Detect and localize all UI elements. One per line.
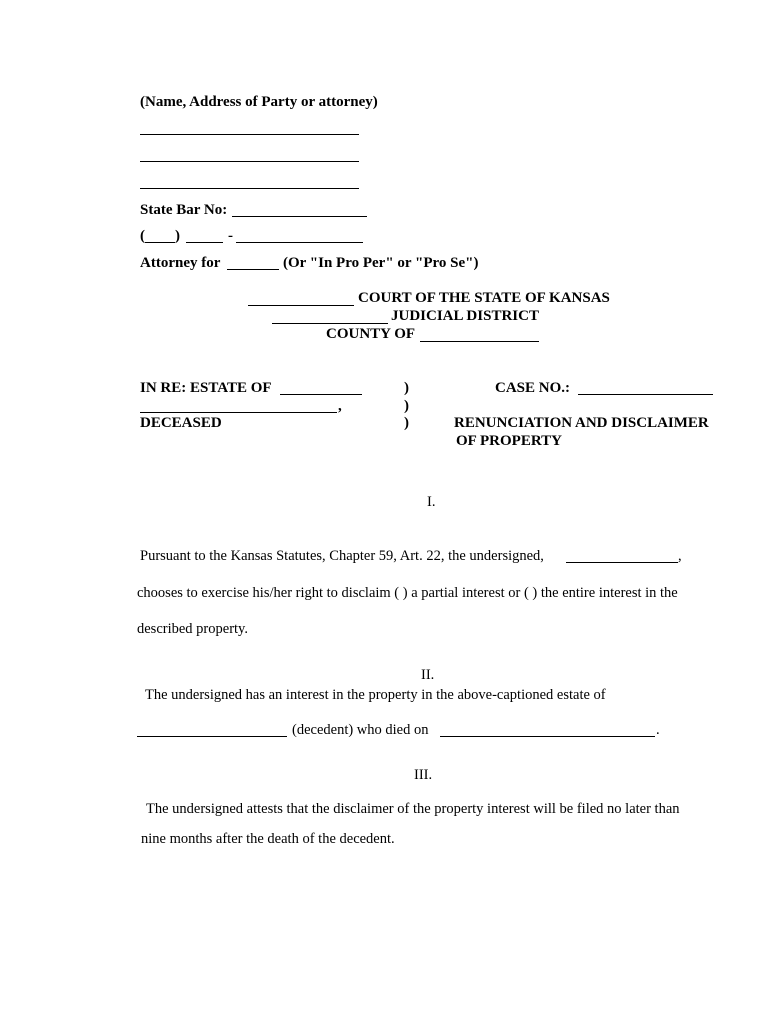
section-2-text-line1: The undersigned has an interest in the property in the above-captioned estate of bbox=[145, 687, 606, 703]
state-bar-label: State Bar No: bbox=[140, 202, 228, 218]
pro-per-note: (Or "In Pro Per" or "Pro Se") bbox=[283, 255, 479, 271]
judicial-district-label: JUDICIAL DISTRICT bbox=[391, 308, 539, 324]
party-address-line-2[interactable] bbox=[140, 188, 359, 189]
estate-name-line-2[interactable] bbox=[140, 412, 337, 413]
decedent-name-line[interactable] bbox=[137, 736, 287, 737]
party-name-line[interactable] bbox=[140, 134, 359, 135]
caption-paren-2: ) bbox=[404, 398, 409, 414]
attorney-for-line[interactable] bbox=[227, 269, 279, 270]
county-label: COUNTY OF bbox=[326, 326, 416, 342]
undersigned-name-line[interactable] bbox=[566, 562, 678, 563]
phone-number-line[interactable] bbox=[236, 242, 363, 243]
section-3-text-line1: The undersigned attests that the disclaimer of the property interest will be filed no later than bbox=[146, 801, 680, 817]
county-line[interactable] bbox=[420, 341, 539, 342]
phone-dash: - bbox=[228, 228, 233, 244]
case-no-line[interactable] bbox=[578, 394, 713, 395]
section-1-text-line3: described property. bbox=[137, 621, 248, 637]
phone-prefix-line[interactable] bbox=[186, 242, 223, 243]
deceased-label: DECEASED bbox=[140, 415, 222, 431]
state-bar-number-line[interactable] bbox=[232, 216, 367, 217]
phone-close-paren: ) bbox=[175, 228, 180, 244]
court-title: COURT OF THE STATE OF KANSAS bbox=[358, 290, 610, 306]
section-2-text-middle: (decedent) who died on bbox=[292, 722, 429, 738]
section-3-text-line2: nine months after the death of the decedent. bbox=[141, 831, 395, 847]
section-1-text-prefix: Pursuant to the Kansas Statutes, Chapter 59, Art. 22, the undersigned, bbox=[140, 548, 544, 564]
section-1-text-line2: chooses to exercise his/her right to disclaim ( ) a partial interest or ( ) the entire interest in the bbox=[137, 585, 678, 601]
caption-paren-3: ) bbox=[404, 415, 409, 431]
phone-area-code-line[interactable] bbox=[145, 242, 175, 243]
party-address-line-1[interactable] bbox=[140, 161, 359, 162]
section-2-number: II. bbox=[421, 667, 435, 683]
section-3-number: III. bbox=[414, 767, 433, 783]
attorney-for-label: Attorney for bbox=[140, 255, 221, 271]
section-2-period: . bbox=[656, 722, 660, 738]
date-of-death-line[interactable] bbox=[440, 736, 655, 737]
court-name-line[interactable] bbox=[248, 305, 354, 306]
document-title-line1: RENUNCIATION AND DISCLAIMER bbox=[454, 415, 709, 431]
caption-paren-1: ) bbox=[404, 380, 409, 396]
section-1-number: I. bbox=[427, 494, 436, 510]
estate-comma: , bbox=[338, 398, 342, 414]
case-no-label: CASE NO.: bbox=[495, 380, 571, 396]
party-heading: (Name, Address of Party or attorney) bbox=[140, 94, 378, 110]
judicial-district-line[interactable] bbox=[272, 323, 388, 324]
document-title-line2: OF PROPERTY bbox=[456, 433, 562, 449]
estate-name-line[interactable] bbox=[280, 394, 362, 395]
section-1-comma: , bbox=[678, 548, 682, 564]
estate-label: IN RE: ESTATE OF bbox=[140, 380, 272, 396]
phone-open-paren: ( bbox=[140, 228, 145, 244]
